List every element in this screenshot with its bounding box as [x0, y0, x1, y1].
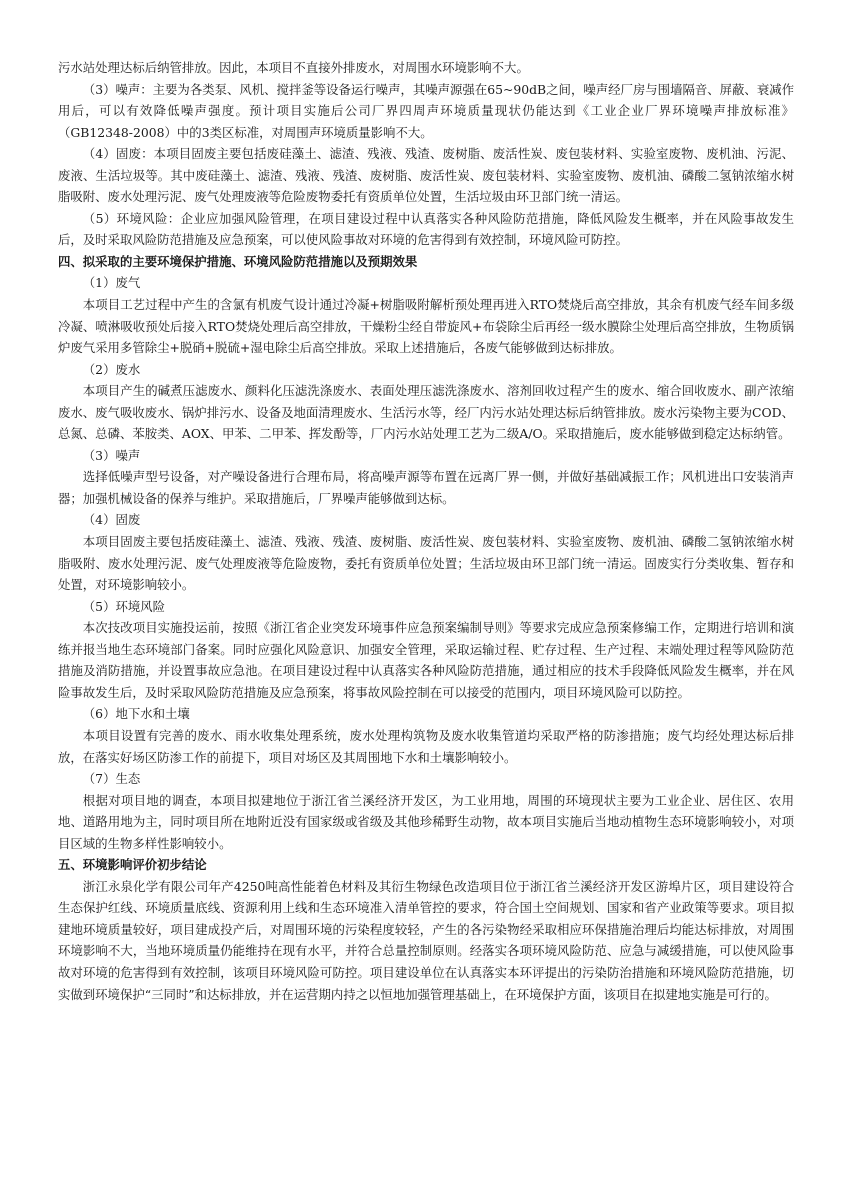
section5-heading: 五、环境影响评价初步结论	[58, 857, 207, 873]
measure-body-wastewater: 本项目产生的碱煮压滤废水、颜料化压滤洗涤废水、表面处理压滤洗涤废水、溶剂回收过程产生的废水、缩合回收废水、副产浓缩废水、废气吸收废水、锅炉排污水、设备及地面清理废水、生活污水等，经厂内污水站处理达标后纳管排放。废水污染物主要为COD、总氮、总磷、苯胺类、AOX、甲苯、二甲苯、挥发酚等，厂内污水站处理工艺为二级A/O。采取措施后，废水能够做到稳定达标纳管。	[58, 383, 794, 442]
impact-item-noise: （3）噪声：主要为各类泵、风机、搅拌釜等设备运行噪声，其噪声源强在65~90dB之间，噪声经厂房与围墙隔音、屏蔽、衰减作用后，可以有效降低噪声强度。预计项目实施后公司厂界四周声环境质量现状仍能达到《工业企业厂界环境噪声排放标准》（GB12348-2008）中的3类区标准，对周围声环境质量影响不大。	[58, 81, 794, 140]
measure-title-waste-gas: （1）废气	[82, 275, 141, 291]
document-page	[58, 57, 794, 1005]
conclusion-paragraph: 浙江永泉化学有限公司年产4250吨高性能着色材料及其衍生物绿色改造项目位于浙江省兰溪经济开发区游埠片区，项目建设符合生态保护红线、环境质量底线、资源利用上线和生态环境准入清单管控的要求，符合国土空间规划、国家和省产业政策等要求。项目拟建地环境质量较好，项目建成投产后，对周围环境的污染程度较轻，产生的各污染物经采取相应环保措施治理后均能达标排放，对周围环境影响不大，当地环境质量仍能维持在现有水平，并符合总量控制原则。经落实各项环境风险防范、应急与减缓措施，可以使风险事故对环境的危害得到有效控制，该项目环境风险可防控。项目建设单位在认真落实本环评提出的污染防治措施和环境风险防范措施，切实做到环境保护“三同时”和达标排放，并在运营期内持之以恒地加强管理基础上，在环境保护方面，该项目在拟建地实施是可行的。	[58, 878, 794, 1002]
measure-title-environmental-risk: （5）环境风险	[82, 598, 166, 614]
measure-body-waste-gas: 本项目工艺过程中产生的含氯有机废气设计通过冷凝+树脂吸附解析预处理再进入RTO焚烧后高空排放，其余有机废气经车间多级冷凝、喷淋吸收预处后接入RTO焚烧处理后高空排放，干燥粉尘经自带旋风+布袋除尘后再经一级水膜除尘处理后高空排放，生物质锅炉废气采用多管除尘+脱硝+脱硫+湿电除尘后高空排放。采取上述措施后，各废气能够做到达标排放。	[58, 297, 794, 356]
measure-title-wastewater: （2）废水	[82, 361, 141, 377]
measure-title-ecology: （7）生态	[82, 771, 141, 787]
measure-body-groundwater-soil: 本项目设置有完善的废水、雨水收集处理系统，废水处理构筑物及废水收集管道均采取严格的防渗措施；废气均经处理达标后排放，在落实好场区防渗工作的前提下，项目对场区及其周围地下水和土壤影响较小。	[58, 727, 794, 765]
impact-item-environmental-risk: （5）环境风险：企业应加强风险管理，在项目建设过程中认真落实各种风险防范措施，降低风险发生概率，并在风险事故发生后，及时采取风险防范措施及应急预案，可以使风险事故对环境的危害得到有效控制，环境风险可防控。	[58, 210, 794, 248]
measure-title-groundwater-soil: （6）地下水和土壤	[82, 706, 190, 722]
measure-body-environmental-risk: 本次技改项目实施投运前，按照《浙江省企业突发环境事件应急预案编制导则》等要求完成应急预案修编工作，定期进行培训和演练并报当地生态环境部门备案。同时应强化风险意识、加强安全管理，采取运输过程、贮存过程、生产过程、末端处理过程等风险防范措施及消防措施，并设置事故应急池。在项目建设过程中认真落实各种风险防范措施，通过相应的技术手段降低风险发生概率，并在风险事故发生后，及时采取风险防范措施及应急预案，将事故风险控制在可以接受的范围内，项目环境风险可以防控。	[58, 620, 794, 700]
section4-heading: 四、拟采取的主要环境保护措施、环境风险防范措施以及预期效果	[58, 253, 418, 269]
measure-body-noise: 选择低噪声型号设备，对产噪设备进行合理布局，将高噪声源等布置在远离厂界一侧，并做好基础减振工作；风机进出口安装消声器；加强机械设备的保养与维护。采取措施后，厂界噪声能够做到达标。	[58, 469, 794, 506]
intro-tail-paragraph: 污水站处理达标后纳管排放。因此，本项目不直接外排废水，对周围水环境影响不大。	[58, 60, 529, 75]
measure-body-solid-waste: 本项目固废主要包括废硅藻土、滤渣、残液、残渣、废树脂、废活性炭、废包装材料、实验室废物、废机油、磷酸二氢钠浓缩水树脂吸附、废水处理污泥、废气处理废液等危险废物，委托有资质单位处置；生活垃圾由环卫部门统一清运。固废实行分类收集、暂存和处置，对环境影响较小。	[58, 534, 794, 593]
measure-title-noise: （3）噪声	[82, 447, 141, 463]
measure-body-ecology: 根据对项目地的调查，本项目拟建地位于浙江省兰溪经济开发区，为工业用地，周围的环境现状主要为工业企业、居住区、农用地、道路用地为主，同时项目所在地附近没有国家级或省级及其他珍稀野生动物，故本项目实施后当地动植物生态环境影响较小，对项目区域的生物多样性影响较小。	[58, 792, 794, 851]
impact-item-solid-waste: （4）固废：本项目固废主要包括废硅藻土、滤渣、残液、残渣、废树脂、废活性炭、废包装材料、实验室废物、废机油、污泥、废液、生活垃圾等。其中废硅藻土、滤渣、残液、残渣、废树脂、废活性炭、废包装材料、实验室废物、废机油、磷酸二氢钠浓缩水树脂吸附、废水处理污泥、废气处理废液等危险废物委托有资质单位处置，生活垃圾由环卫部门统一清运。	[58, 146, 794, 205]
measure-title-solid-waste: （4）固废	[82, 512, 141, 528]
